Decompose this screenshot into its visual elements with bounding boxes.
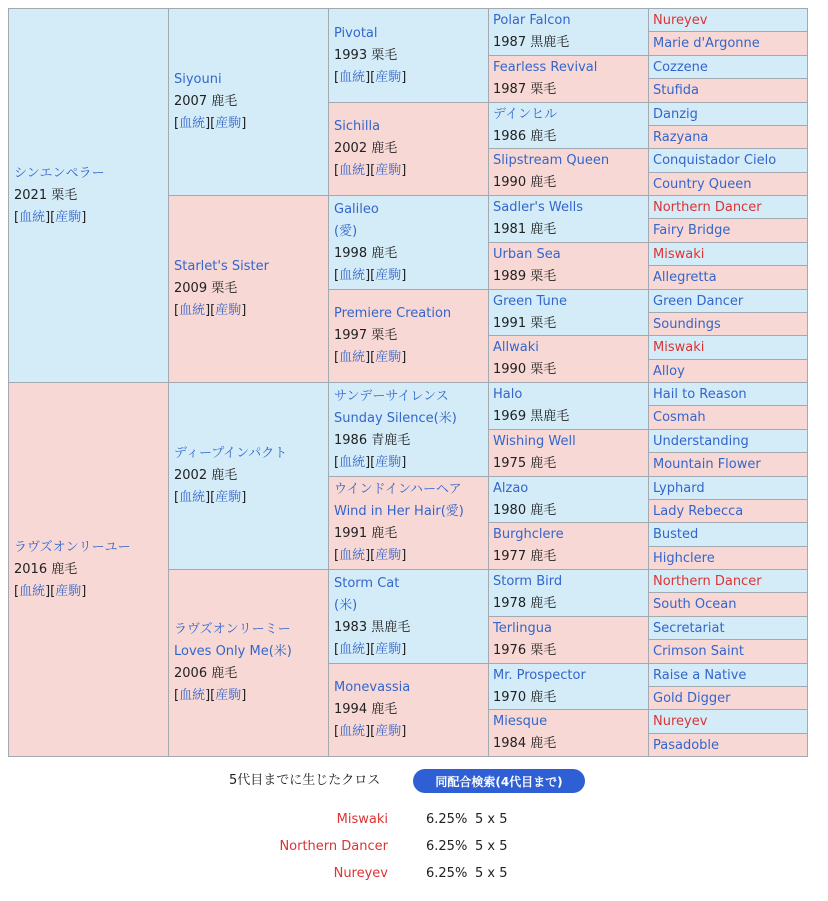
cross-percent: 6.25% xyxy=(426,866,468,881)
birth-year-color: 1994 鹿毛 xyxy=(334,702,398,717)
gen5-cell xyxy=(648,546,808,570)
gen5-cell xyxy=(648,429,808,453)
horse-name-link[interactable]: Alloy xyxy=(653,363,685,379)
progeny-link[interactable]: 産駒 xyxy=(215,688,242,703)
gen5-cell xyxy=(648,78,808,103)
pedigree-link[interactable]: 血統 xyxy=(179,688,206,703)
horse-name-row xyxy=(493,197,648,219)
pedigree-links: [血統][産駒] xyxy=(334,724,407,739)
horse-name-link[interactable]: Busted xyxy=(653,527,699,542)
horse-name-link[interactable]: Sichilla xyxy=(334,119,381,134)
gen2-cell xyxy=(168,382,329,570)
gen5-cell xyxy=(648,312,808,336)
gen5-cell xyxy=(648,709,808,734)
gen5-cell xyxy=(648,382,808,406)
horse-name-link[interactable]: Razyana xyxy=(653,129,709,145)
progeny-link[interactable]: 産駒 xyxy=(375,724,402,739)
horse-name-link[interactable]: Mr. Prospector xyxy=(493,667,586,683)
pedigree-link[interactable]: 血統 xyxy=(19,209,46,225)
pedigree-link[interactable]: 血統 xyxy=(339,69,366,85)
horse-name-link[interactable]: Urban Sea xyxy=(493,247,561,262)
progeny-link[interactable]: 産駒 xyxy=(375,69,402,85)
pedigree-link[interactable]: 血統 xyxy=(179,490,206,505)
horse-name-link[interactable]: Miesque xyxy=(493,714,548,729)
horse-name-row xyxy=(493,10,648,32)
birth-year-color: 1990 鹿毛 xyxy=(493,175,557,190)
gen5-cell xyxy=(648,335,808,360)
horse-name-link[interactable]: Danzig xyxy=(653,106,698,122)
birth-year-color: 1989 栗毛 xyxy=(493,269,557,284)
horse-name-link[interactable]: Hail to Reason xyxy=(653,386,747,402)
pedigree-links: [血統][産駒] xyxy=(334,163,407,178)
cross-percent: 6.25% xyxy=(426,839,468,854)
horse-name-row xyxy=(174,69,328,91)
horse-name-row xyxy=(14,163,168,185)
gen5-cell xyxy=(648,663,808,687)
progeny-link[interactable]: 産駒 xyxy=(55,209,82,225)
horse-name-link[interactable]: Miswaki xyxy=(653,340,705,355)
gen4-cell xyxy=(488,8,649,56)
birth-year-color: 1980 鹿毛 xyxy=(493,502,557,518)
pedigree-links: [血統][産駒] xyxy=(14,209,87,225)
cross-generations: 5 x 5 xyxy=(475,839,508,854)
cross-row xyxy=(0,837,828,857)
horse-name-row xyxy=(334,595,488,617)
horse-name-link[interactable]: Crimson Saint xyxy=(653,644,744,659)
progeny-link[interactable]: 産駒 xyxy=(215,490,242,505)
birth-year-color: 1984 鹿毛 xyxy=(493,736,557,751)
horse-name-link[interactable]: ラヴズオンリーミー xyxy=(174,622,291,637)
gen5-cell xyxy=(648,476,808,500)
gen4-cell xyxy=(488,476,649,523)
birth-year-color: 2002 鹿毛 xyxy=(334,141,398,156)
gen5-cell xyxy=(648,8,808,32)
horse-name-row xyxy=(334,221,488,243)
pedigree-links: [血統][産駒] xyxy=(334,548,407,563)
horse-name-row xyxy=(174,443,328,465)
cross-section xyxy=(0,758,828,901)
horse-name-link[interactable]: ディープインパクト xyxy=(174,446,288,461)
gen1-cell xyxy=(8,8,169,383)
pedigree-link[interactable]: 血統 xyxy=(339,267,366,283)
horse-name-link[interactable]: Raise a Native xyxy=(653,667,747,683)
gen1-cell xyxy=(8,382,169,757)
horse-name-link[interactable]: Northern Dancer xyxy=(653,199,762,215)
gen5-cell xyxy=(648,242,808,266)
horse-name-row xyxy=(14,537,168,559)
horse-name-row xyxy=(174,619,328,641)
horse-name-row xyxy=(334,573,488,595)
horse-name-row xyxy=(334,501,488,523)
horse-name-link[interactable]: Highclere xyxy=(653,550,715,566)
pedigree-links: [血統][産駒] xyxy=(174,303,247,318)
gen5-cell xyxy=(648,31,808,56)
gen4-cell xyxy=(488,663,649,710)
horse-name-link[interactable]: デインヒル xyxy=(493,106,558,122)
horse-name-row xyxy=(174,641,328,663)
gen4-cell xyxy=(488,195,649,243)
cross-row xyxy=(0,810,828,830)
pedigree-links: [血統][産駒] xyxy=(334,454,407,470)
horse-name-link[interactable]: Pivotal xyxy=(334,25,378,41)
birth-year-color: 1978 鹿毛 xyxy=(493,596,557,611)
gen5-cell xyxy=(648,102,808,126)
gen3-cell xyxy=(328,382,489,477)
horse-name-link[interactable]: Storm Cat xyxy=(334,575,400,591)
birth-year-color: 1986 青鹿毛 xyxy=(334,432,411,448)
birth-year-color: 1983 黒鹿毛 xyxy=(334,619,411,635)
pedigree-links: [血統][産駒] xyxy=(174,116,247,131)
horse-name-link[interactable]: Siyouni xyxy=(174,72,222,87)
horse-name-row xyxy=(334,116,488,138)
cross-horse-link[interactable]: Miswaki xyxy=(336,812,388,827)
horse-name-link[interactable]: シンエンペラー xyxy=(14,165,105,181)
horse-name-link[interactable]: Pasadoble xyxy=(653,737,720,753)
horse-name-row xyxy=(493,384,648,406)
birth-year-color: 1998 鹿毛 xyxy=(334,245,398,261)
progeny-link[interactable]: 産駒 xyxy=(375,350,402,365)
gen4-cell xyxy=(488,242,649,290)
gen3-cell xyxy=(328,195,489,290)
horse-name-link[interactable]: Burghclere xyxy=(493,527,564,542)
horse-name-link[interactable]: Halo xyxy=(493,387,523,402)
progeny-link[interactable]: 産駒 xyxy=(375,267,402,283)
horse-alt-name-link[interactable]: Sunday Silence(米) xyxy=(334,410,457,426)
gen4-cell xyxy=(488,55,649,103)
horse-name-link[interactable]: Nureyev xyxy=(653,714,708,729)
horse-name-link[interactable]: Fairy Bridge xyxy=(653,223,731,238)
horse-name-link[interactable]: Starlet's Sister xyxy=(174,259,269,274)
horse-name-row xyxy=(493,431,648,453)
horse-name-row xyxy=(334,386,488,408)
horse-name-link[interactable]: Miswaki xyxy=(653,246,705,262)
gen5-cell xyxy=(648,616,808,640)
gen4-cell xyxy=(488,335,649,383)
horse-name-row xyxy=(334,199,488,221)
same-mating-search-button[interactable]: 同配合検索(4代目まで) xyxy=(413,769,585,793)
birth-year-color: 2021 栗毛 xyxy=(14,187,78,203)
pedigree-link[interactable]: 血統 xyxy=(179,303,206,318)
gen2-cell xyxy=(168,8,329,196)
horse-name-link[interactable]: Lady Rebecca xyxy=(653,503,744,519)
horse-name-link[interactable]: Soundings xyxy=(653,316,721,332)
gen3-cell xyxy=(328,289,489,383)
gen5-cell xyxy=(648,405,808,430)
horse-alt-name-link[interactable]: Loves Only Me(米) xyxy=(174,644,292,659)
birth-year-color: 1993 栗毛 xyxy=(334,47,398,63)
horse-name-link[interactable]: Mountain Flower xyxy=(653,457,761,472)
birth-year-color: 1976 栗毛 xyxy=(493,643,557,658)
cross-horse-link[interactable]: Nureyev xyxy=(333,866,388,881)
gen2-cell xyxy=(168,569,329,757)
horse-name-link[interactable]: Allwaki xyxy=(493,340,539,355)
cross-generations: 5 x 5 xyxy=(475,866,508,881)
pedigree-link[interactable]: 血統 xyxy=(19,583,46,599)
pedigree-link[interactable]: 血統 xyxy=(339,163,366,178)
horse-name-link[interactable]: Stufida xyxy=(653,83,699,98)
birth-year-color: 1970 鹿毛 xyxy=(493,689,557,705)
pedigree-link[interactable]: 血統 xyxy=(339,454,366,470)
gen5-cell xyxy=(648,522,808,547)
birth-year-color: 1977 鹿毛 xyxy=(493,549,557,564)
gen3-cell xyxy=(328,8,489,103)
horse-name-link[interactable]: Green Dancer xyxy=(653,293,744,309)
horse-name-link[interactable]: Marie d'Argonne xyxy=(653,36,760,51)
gen5-cell xyxy=(648,639,808,664)
gen5-cell xyxy=(648,359,808,383)
horse-name-row xyxy=(334,23,488,45)
pedigree-links: [血統][産駒] xyxy=(14,583,87,599)
horse-name-row xyxy=(334,479,488,501)
pedigree-links: [血統][産駒] xyxy=(174,688,247,703)
birth-year-color: 2009 栗毛 xyxy=(174,281,238,296)
progeny-link[interactable]: 産駒 xyxy=(215,303,242,318)
gen3-cell xyxy=(328,663,489,757)
gen5-cell xyxy=(648,172,808,196)
horse-alt-name-link[interactable]: Wind in Her Hair(愛) xyxy=(334,504,464,519)
birth-year-color: 1990 栗毛 xyxy=(493,362,557,377)
horse-name-link[interactable]: Storm Bird xyxy=(493,574,563,589)
horse-name-link[interactable]: Cosmah xyxy=(653,410,706,425)
horse-name-row xyxy=(493,244,648,266)
horse-name-row xyxy=(493,524,648,546)
horse-name-link[interactable]: Gold Digger xyxy=(653,690,731,706)
horse-name-row xyxy=(334,303,488,325)
gen5-cell xyxy=(648,265,808,290)
horse-alt-name-link[interactable]: (米) xyxy=(334,597,358,613)
progeny-link[interactable]: 産駒 xyxy=(55,583,82,599)
gen5-cell xyxy=(648,569,808,593)
horse-name-link[interactable]: Galileo xyxy=(334,201,379,217)
gen3-cell xyxy=(328,102,489,196)
birth-year-color: 1987 黒鹿毛 xyxy=(493,35,570,50)
horse-alt-name-link[interactable]: (愛) xyxy=(334,223,358,239)
gen3-cell xyxy=(328,569,489,664)
horse-name-row xyxy=(493,665,648,687)
horse-name-link[interactable]: Allegretta xyxy=(653,270,717,285)
birth-year-color: 1997 栗毛 xyxy=(334,328,398,343)
horse-name-link[interactable]: サンデーサイレンス xyxy=(334,388,449,404)
pedigree-link[interactable]: 血統 xyxy=(339,641,366,657)
birth-year-color: 1991 鹿毛 xyxy=(334,526,398,541)
pedigree-links: [血統][産駒] xyxy=(174,490,247,505)
gen5-cell xyxy=(648,125,808,149)
horse-name-link[interactable]: Monevassia xyxy=(334,680,411,695)
horse-name-row xyxy=(174,256,328,278)
gen4-cell xyxy=(488,616,649,664)
birth-year-color: 2007 鹿毛 xyxy=(174,94,238,109)
cross-percent: 6.25% xyxy=(426,812,468,827)
gen5-cell xyxy=(648,686,808,710)
cross-generations: 5 x 5 xyxy=(475,812,508,827)
horse-name-row xyxy=(493,291,648,313)
birth-year-color: 2006 鹿毛 xyxy=(174,666,238,681)
birth-year-color: 1969 黒鹿毛 xyxy=(493,409,570,424)
horse-name-link[interactable]: Fearless Revival xyxy=(493,60,598,75)
horse-name-row xyxy=(493,571,648,593)
horse-name-link[interactable]: Green Tune xyxy=(493,293,567,309)
horse-name-row xyxy=(493,104,648,126)
gen5-cell xyxy=(648,499,808,523)
horse-name-link[interactable]: Premiere Creation xyxy=(334,306,452,321)
birth-year-color: 1986 鹿毛 xyxy=(493,128,557,144)
gen5-cell xyxy=(648,148,808,173)
progeny-link[interactable]: 産駒 xyxy=(375,548,402,563)
pedigree-link[interactable]: 血統 xyxy=(179,116,206,131)
horse-name-link[interactable]: Lyphard xyxy=(653,480,705,496)
horse-name-link[interactable]: Country Queen xyxy=(653,176,752,192)
horse-name-link[interactable]: ラヴズオンリーユー xyxy=(14,539,131,555)
horse-name-link[interactable]: Polar Falcon xyxy=(493,13,571,28)
horse-name-row xyxy=(493,478,648,500)
gen3-cell xyxy=(328,476,489,570)
horse-name-row xyxy=(493,337,648,359)
horse-name-link[interactable]: South Ocean xyxy=(653,597,737,612)
pedigree-table xyxy=(8,8,808,756)
progeny-link[interactable]: 産駒 xyxy=(375,454,402,470)
gen4-cell xyxy=(488,148,649,196)
gen5-cell xyxy=(648,733,808,757)
cross-horse-link[interactable]: Northern Dancer xyxy=(279,839,388,854)
gen4-cell xyxy=(488,709,649,757)
gen5-cell xyxy=(648,218,808,243)
gen5-cell xyxy=(648,55,808,79)
horse-name-link[interactable]: Secretariat xyxy=(653,620,725,636)
birth-year-color: 2016 鹿毛 xyxy=(14,561,78,577)
progeny-link[interactable]: 産駒 xyxy=(375,163,402,178)
horse-name-link[interactable]: Understanding xyxy=(653,433,749,449)
gen4-cell xyxy=(488,429,649,477)
gen4-cell xyxy=(488,102,649,149)
horse-name-row xyxy=(493,711,648,733)
progeny-link[interactable]: 産駒 xyxy=(375,641,402,657)
birth-year-color: 1991 栗毛 xyxy=(493,315,557,331)
horse-name-link[interactable]: Conquistador Cielo xyxy=(653,153,777,168)
gen5-cell xyxy=(648,592,808,617)
gen2-cell xyxy=(168,195,329,383)
horse-name-link[interactable]: Slipstream Queen xyxy=(493,153,610,168)
pedigree-links: [血統][産駒] xyxy=(334,69,407,85)
horse-name-link[interactable]: Nureyev xyxy=(653,12,708,28)
birth-year-color: 1987 栗毛 xyxy=(493,82,557,97)
horse-name-row xyxy=(334,677,488,699)
pedigree-link[interactable]: 血統 xyxy=(339,350,366,365)
horse-name-row xyxy=(493,150,648,172)
gen5-cell xyxy=(648,289,808,313)
horse-name-link[interactable]: Sadler's Wells xyxy=(493,200,583,215)
horse-name-link[interactable]: Wishing Well xyxy=(493,434,576,449)
horse-name-link[interactable]: Terlingua xyxy=(493,621,552,636)
birth-year-color: 1975 鹿毛 xyxy=(493,456,557,471)
pedigree-links: [血統][産駒] xyxy=(334,267,407,283)
gen4-cell xyxy=(488,289,649,336)
horse-name-row xyxy=(493,57,648,79)
horse-name-row xyxy=(493,618,648,640)
horse-name-link[interactable]: Northern Dancer xyxy=(653,573,762,589)
birth-year-color: 1981 鹿毛 xyxy=(493,222,557,237)
pedigree-link[interactable]: 血統 xyxy=(339,724,366,739)
horse-name-link[interactable]: Cozzene xyxy=(653,59,708,75)
gen4-cell xyxy=(488,382,649,430)
gen4-cell xyxy=(488,522,649,570)
horse-name-row xyxy=(334,408,488,430)
horse-name-link[interactable]: ウインドインハーヘア xyxy=(334,482,462,497)
cross-row xyxy=(0,864,828,884)
gen4-cell xyxy=(488,569,649,617)
horse-name-link[interactable]: Alzao xyxy=(493,480,529,496)
pedigree-links: [血統][産駒] xyxy=(334,641,407,657)
cross-title: 5代目までに生じたクロス xyxy=(229,773,381,788)
pedigree-link[interactable]: 血統 xyxy=(339,548,366,563)
gen5-cell xyxy=(648,452,808,477)
progeny-link[interactable]: 産駒 xyxy=(215,116,242,131)
birth-year-color: 2002 鹿毛 xyxy=(174,468,238,483)
gen5-cell xyxy=(648,195,808,219)
pedigree-links: [血統][産駒] xyxy=(334,350,407,365)
